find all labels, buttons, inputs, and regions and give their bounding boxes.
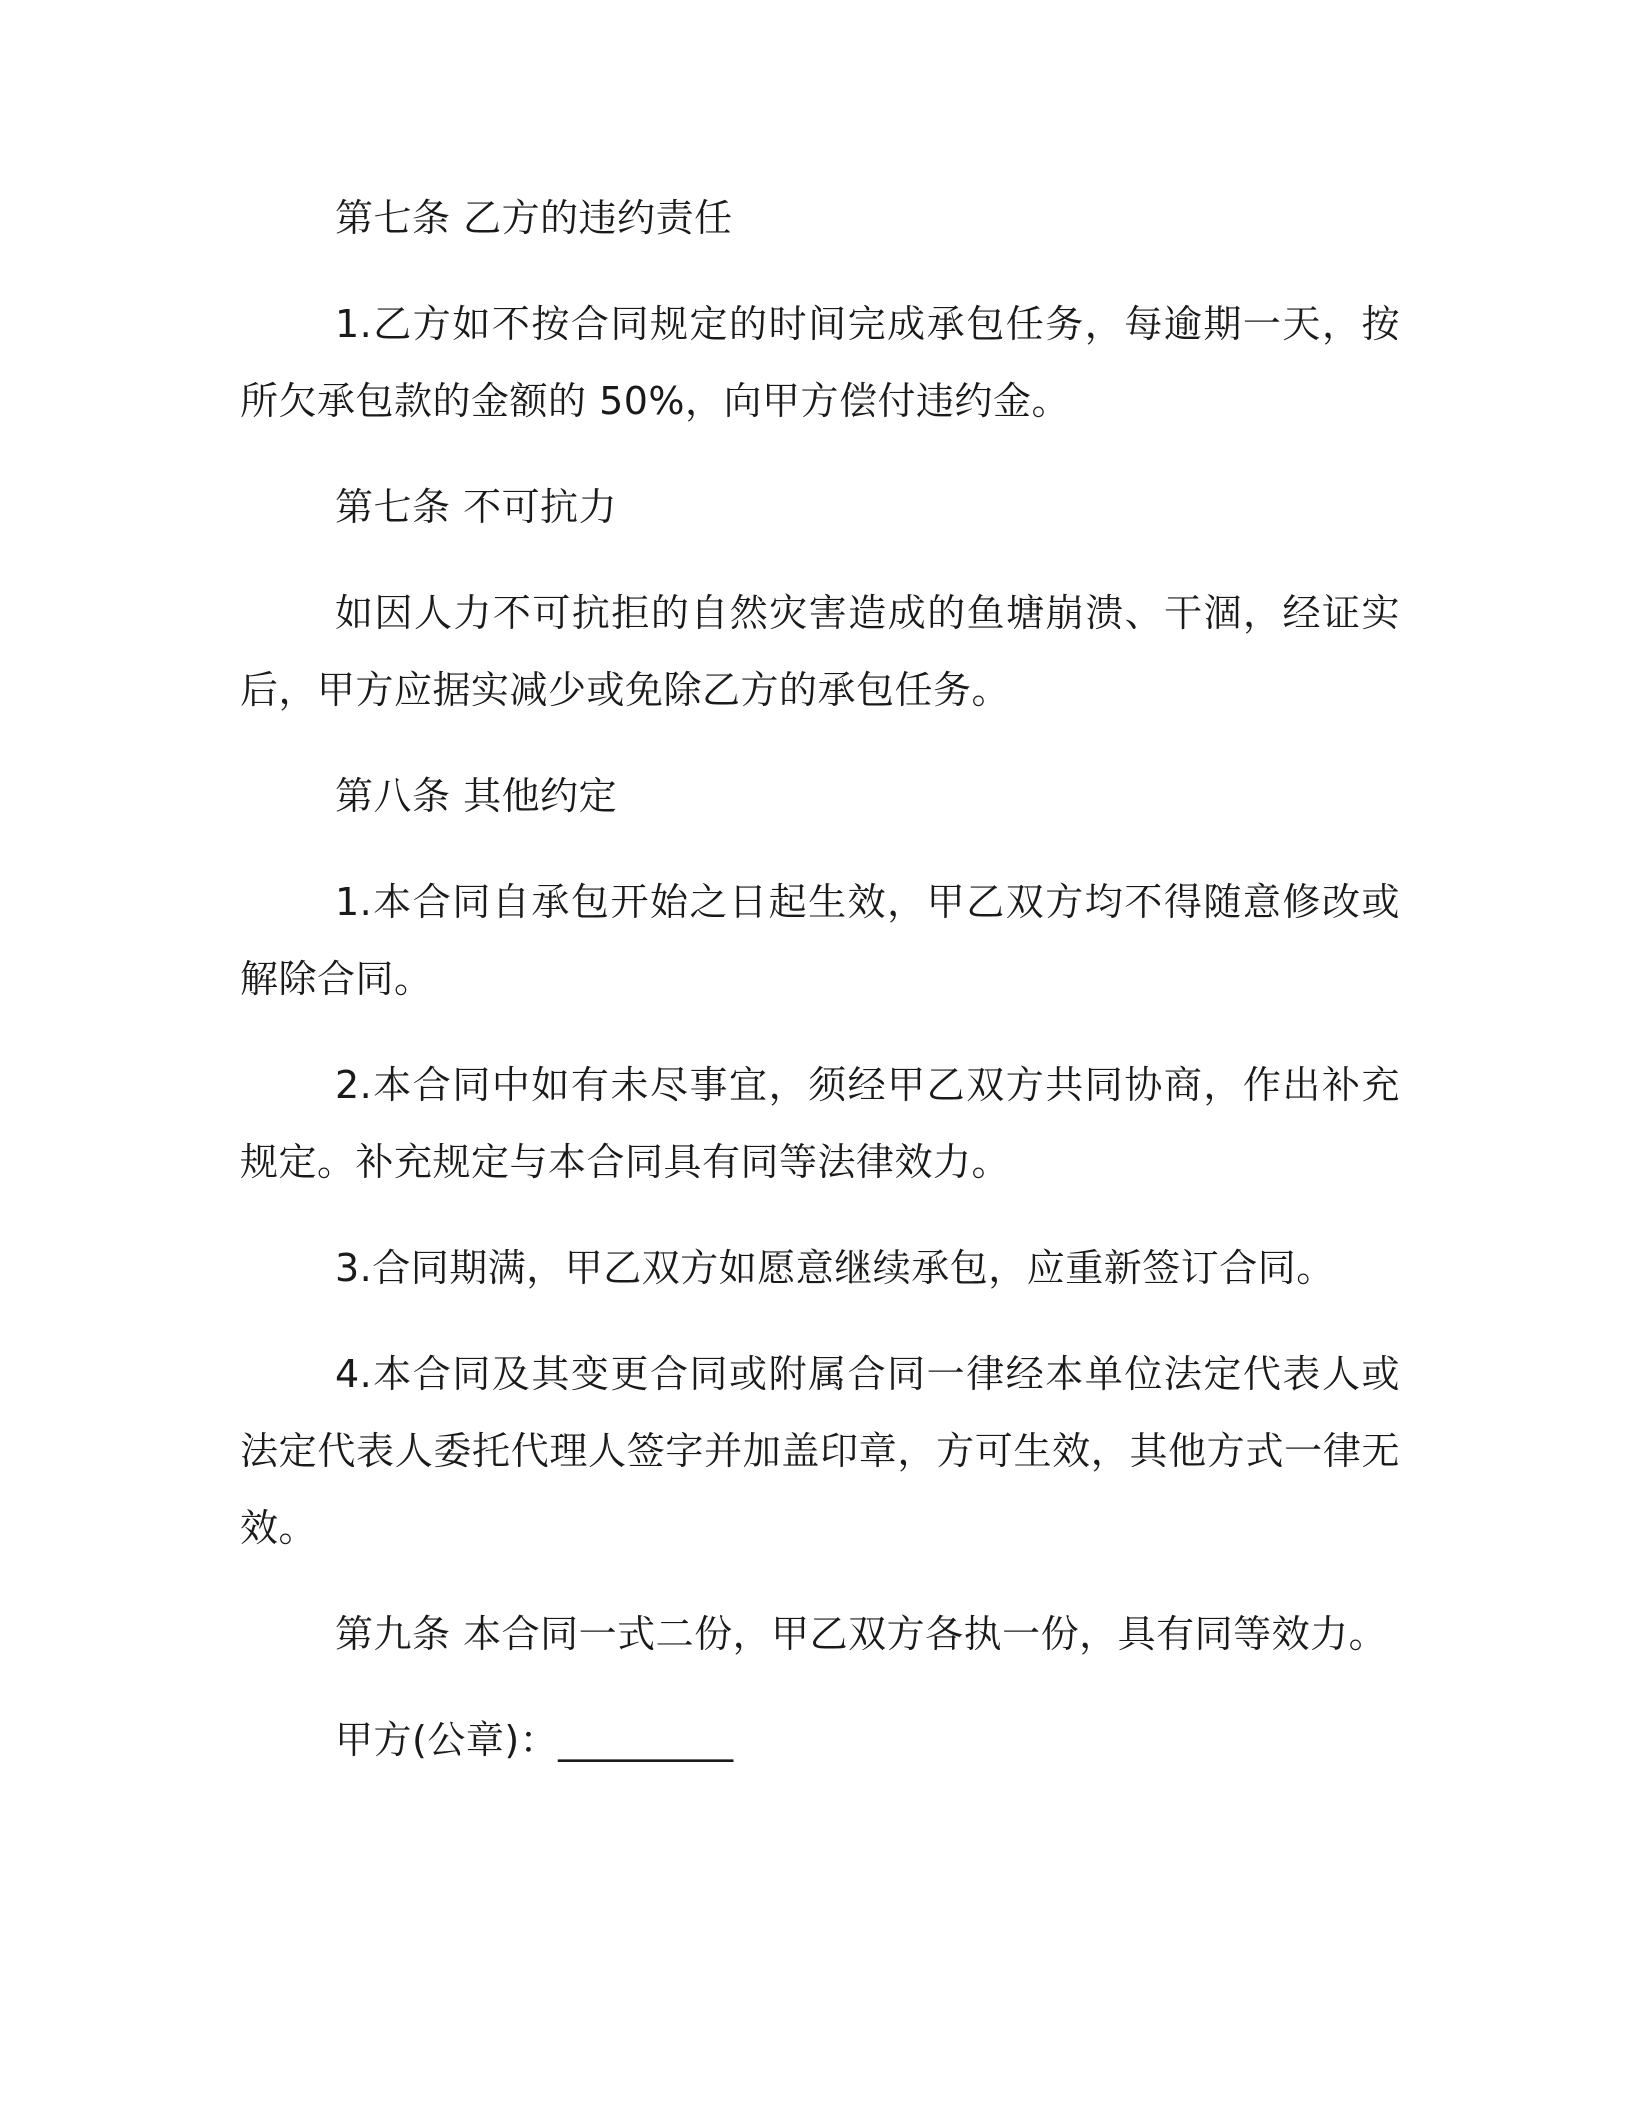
force-majeure-heading: 第七条 不可抗力 [335, 485, 618, 529]
document-page [240, 180, 1400, 1808]
article-7-heading: 第七条 乙方的违约责任 [335, 196, 733, 240]
article-8-heading: 第八条 其他约定 [335, 774, 618, 818]
article-8-clause-3: 3.合同期满，甲乙双方如愿意继续承包，应重新签订合同。 [335, 1246, 1335, 1290]
force-majeure-text: 如因人力不可抗拒的自然灾害造成的鱼塘崩溃、干涸，经证实后，甲方应据实减少或免除乙方的承包任务。 [240, 591, 1400, 712]
article-9-text: 第九条 本合同一式二份，甲乙双方各执一份，具有同等效力。 [335, 1612, 1388, 1656]
party-a-signature-line: 甲方(公章)：_________ [335, 1718, 734, 1762]
article-8-clause-2: 2.本合同中如有未尽事宜，须经甲乙双方共同协商，作出补充规定。补充规定与本合同具有同等法律效力。 [240, 1063, 1400, 1184]
article-8-clause-4: 4.本合同及其变更合同或附属合同一律经本单位法定代表人或法定代表人委托代理人签字并加盖印章，方可生效，其他方式一律无效。 [240, 1352, 1400, 1550]
article-7-clause-1: 1.乙方如不按合同规定的时间完成承包任务，每逾期一天，按所欠承包款的金额的 50%，向甲方偿付违约金。 [240, 302, 1400, 423]
article-8-clause-1: 1.本合同自承包开始之日起生效，甲乙双方均不得随意修改或解除合同。 [240, 880, 1400, 1001]
